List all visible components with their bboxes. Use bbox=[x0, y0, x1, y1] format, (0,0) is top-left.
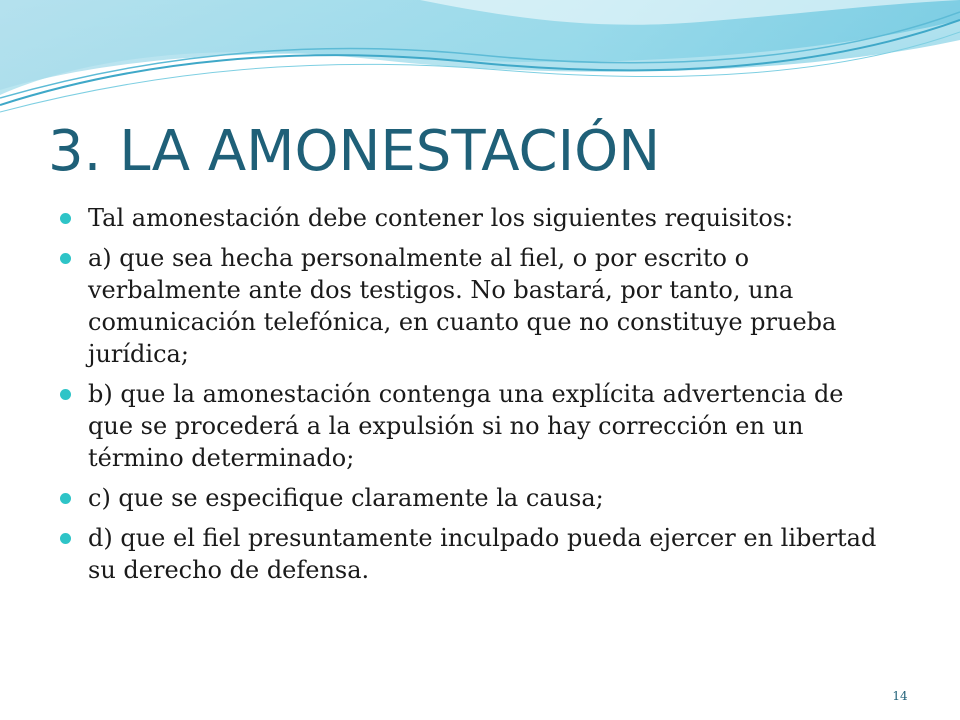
slide-title: 3. LA AMONESTACIÓN bbox=[48, 119, 661, 184]
bullet-item bbox=[60, 202, 890, 234]
decorative-wave-header bbox=[0, 0, 960, 120]
bullet-dot-icon bbox=[60, 533, 71, 544]
bullet-item bbox=[60, 242, 890, 370]
bullet-text: b) que la amonestación contenga una explícita advertencia de que se procederá a la expulsión si no hay corrección en un término determinado; bbox=[88, 380, 844, 472]
bullet-text: d) que el fiel presuntamente inculpado pueda ejercer en libertad su derecho de defensa. bbox=[88, 524, 877, 584]
bullet-text: Tal amonestación debe contener los siguientes requisitos: bbox=[88, 204, 794, 232]
bullet-text: c) que se especifique claramente la causa; bbox=[88, 484, 604, 512]
slide-number: 14 bbox=[892, 689, 908, 703]
bullet-item bbox=[60, 482, 890, 514]
bullet-item bbox=[60, 522, 890, 586]
bullet-dot-icon bbox=[60, 389, 71, 400]
bullet-dot-icon bbox=[60, 253, 71, 264]
bullet-text: a) que sea hecha personalmente al fiel, o por escrito o verbalmente ante dos testigos. No bastará, por tanto, una comunicación telefónica, en cuanto que no constituye prueba jurídica; bbox=[88, 244, 837, 368]
bullet-item bbox=[60, 378, 890, 474]
bullet-list bbox=[60, 202, 890, 594]
bullet-dot-icon bbox=[60, 493, 71, 504]
bullet-dot-icon bbox=[60, 213, 71, 224]
